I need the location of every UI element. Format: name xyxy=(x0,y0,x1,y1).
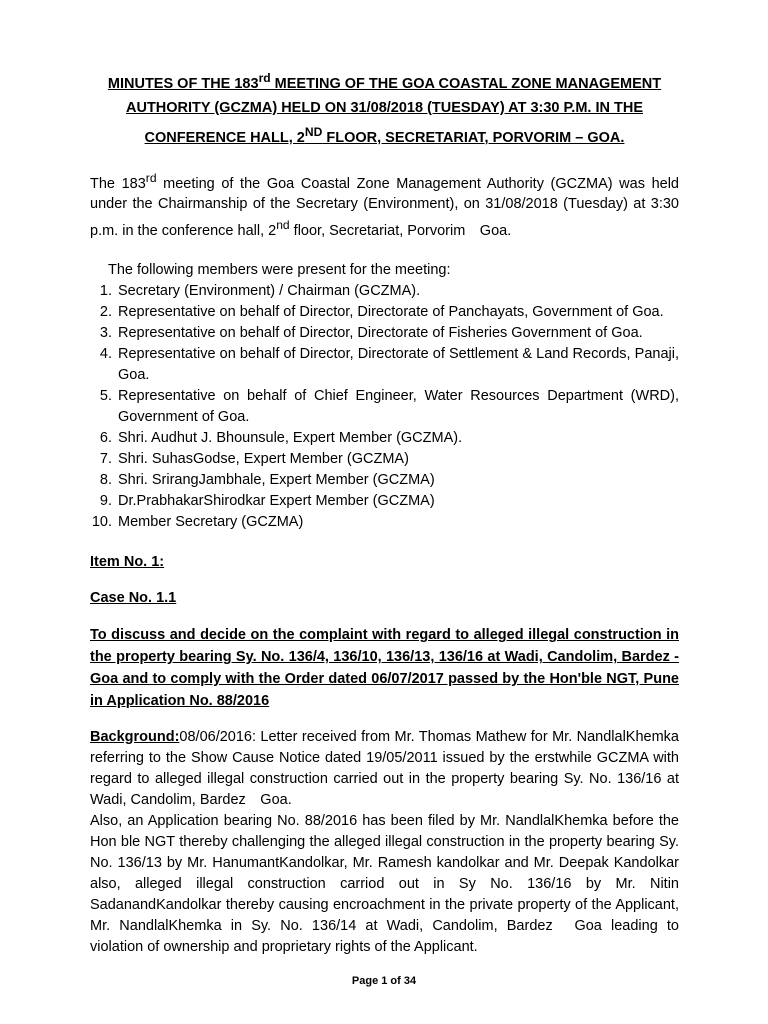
background-label: Background: xyxy=(90,728,180,745)
list-item: 10. Member Secretary (GCZMA) xyxy=(91,514,304,531)
document-page xyxy=(90,66,679,958)
members-list xyxy=(90,281,679,533)
members-lead: The following members were present for the meeting: xyxy=(108,262,451,279)
item-heading: Item No. 1: xyxy=(90,554,165,571)
list-item: 8. Shri. SrirangJambhale, Expert Member (GCZMA) xyxy=(99,472,435,489)
intro-paragraph: The 183rd meeting of the Goa Coastal Zone Management Authority (GCZMA) was held under the Chairmanship of the Secretary (Environment), on 31/08/2018 (Tuesday) at 3:30 p.m. in the conference hall, 2nd floor, Secretariat, Porvorim Goa. xyxy=(90,170,679,240)
document-title xyxy=(90,66,679,150)
list-item: 9. Dr.PrabhakarShirodkar Expert Member (GCZMA) xyxy=(99,493,435,510)
list-item: 7. Shri. SuhasGodse, Expert Member (GCZMA) xyxy=(99,451,409,468)
background-paragraph: Background:08/06/2016: Letter received from Mr. Thomas Mathew for Mr. NandlalKhemka referring to the Show Cause Notice dated 19/05/2011 issued by the erstwhile GCZMA with regard to alleged illegal construction carried out in the property bearing Sy. No. 136/16 at Wadi, Candolim, Bardez Goa. xyxy=(90,728,679,808)
list-item: 6. Shri. Audhut J. Bhounsule, Expert Member (GCZMA). xyxy=(99,430,463,447)
list-item: 2. Representative on behalf of Director, Directorate of Panchayats, Government of Goa. xyxy=(99,304,664,321)
background-paragraph-2: Also, an Application bearing No. 88/2016 has been filed by Mr. NandlalKhemka before the Hon ble NGT thereby challenging the alleged illegal construction in the property bearing Sy. No. 136/13 by Mr. HanumantKandolkar, Mr. Ramesh kandolkar and Mr. Deepak Kandolkar also, alleged illegal construction carriod out in Sy No. 136/16 by Mr. Nitin SadanandKandolkar thereby causing encroachment in the private property of the Applicant, Mr. NandlalKhemka in Sy. No. 136/14 at Wadi, Candolim, Bardez Goa leading to violation of ownership and proprietary rights of the Applicant. xyxy=(90,812,679,955)
case-heading: Case No. 1.1 xyxy=(90,590,177,607)
list-item: 1. Secretary (Environment) / Chairman (GCZMA). xyxy=(99,283,421,300)
title-line-3: CONFERENCE HALL, 2ND FLOOR, SECRETARIAT, PORVORIM – GOA. xyxy=(144,124,625,146)
list-item: 5. Representative on behalf of Chief Engineer, Water Resources Department (WRD), Government of Goa. xyxy=(99,388,679,426)
case-subject: To discuss and decide on the complaint with regard to alleged illegal construction in the property bearing Sy. No. 136/4, 136/10, 136/13, 136/16 at Wadi, Candolim, Bardez - Goa and to comply with the Order dated 06/07/2017 passed by the Hon'ble NGT, Pune in Application No. 88/2016 xyxy=(90,627,679,710)
title-line-2: AUTHORITY (GCZMA) HELD ON 31/08/2018 (TUESDAY) AT 3:30 P.M. IN THE xyxy=(126,99,643,116)
title-line-1: MINUTES OF THE 183rd MEETING OF THE GOA COASTAL ZONE MANAGEMENT xyxy=(107,71,662,92)
page-footer: Page 1 of 34 xyxy=(351,975,417,987)
list-item: 3. Representative on behalf of Director, Directorate of Fisheries Government of Goa. xyxy=(99,325,643,342)
list-item: 4. Representative on behalf of Director, Directorate of Settlement & Land Records, Panaji, Goa. xyxy=(99,346,679,384)
